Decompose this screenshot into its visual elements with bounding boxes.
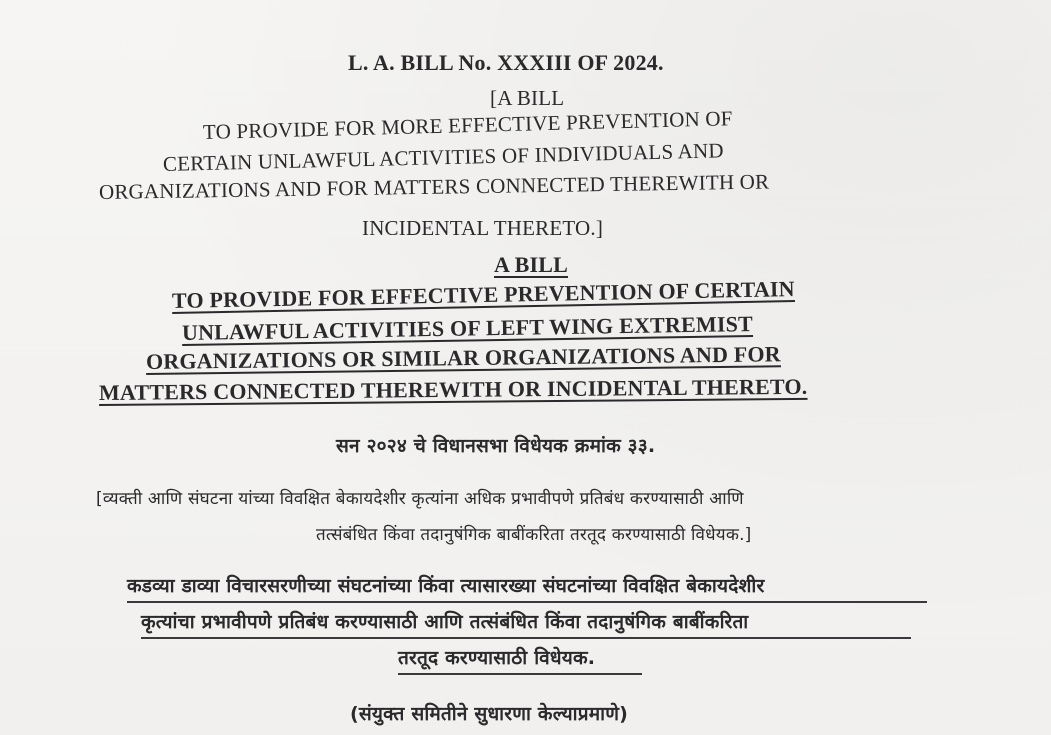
marathi-new-title-rule-2 [141,637,911,639]
bill-number: L. A. BILL No. XXXIII OF 2024. [348,50,664,75]
marathi-footer: (संयुक्त समितीने सुधारणा केल्याप्रमाणे) [350,703,629,725]
old-title-line-4: INCIDENTAL THERETO.] [362,216,604,240]
marathi-new-title-line-3: तरतूद करण्यासाठी विधेयक. [398,647,596,669]
old-title-line-3: ORGANIZATIONS AND FOR MATTERS CONNECTED THEREWITH OR [98,169,770,204]
new-title-line-2: UNLAWFUL ACTIVITIES OF LEFT WING EXTREMIST [181,311,754,345]
marathi-new-title-line-1: कडव्या डाव्या विचारसरणीच्या संघटनांच्या किंवा त्यासारख्या संघटनांच्या विवक्षित बेकायदेशीर [127,575,765,597]
new-title-line-1: TO PROVIDE FOR EFFECTIVE PREVENTION OF CERTAIN [171,276,795,313]
old-title-line-2: CERTAIN UNLAWFUL ACTIVITIES OF INDIVIDUALS AND [162,138,724,176]
old-title-line-1: TO PROVIDE FOR MORE EFFECTIVE PREVENTION OF [202,106,733,144]
marathi-new-title-rule-1 [127,601,927,603]
old-heading: [A BILL [490,86,565,110]
marathi-new-title-line-2: कृत्यांचा प्रभावीपणे प्रतिबंध करण्यासाठी आणि तत्संबंधित किंवा तदानुषंगिक बाबींकरिता [141,611,749,633]
new-heading: A BILL [494,252,568,277]
marathi-bill-number: सन २०२४ चे विधानसभा विधेयक क्रमांक ३३. [336,435,656,457]
marathi-old-title-line-1: [व्यक्ती आणि संघटना यांच्या विवक्षित बेकायदेशीर कृत्यांना अधिक प्रभावीपणे प्रतिबंध करण्यासाठी आणि [96,489,744,509]
marathi-new-title-rule-3 [398,673,642,675]
new-title-line-4: MATTERS CONNECTED THEREWITH OR INCIDENTAL THERETO. [98,373,808,405]
new-title-line-3: ORGANIZATIONS OR SIMILAR ORGANIZATIONS AND FOR [145,341,781,374]
marathi-old-title-line-2: तत्संबंधित किंवा तदानुषंगिक बाबींकरिता तरतूद करण्यासाठी विधेयक.] [316,525,752,545]
